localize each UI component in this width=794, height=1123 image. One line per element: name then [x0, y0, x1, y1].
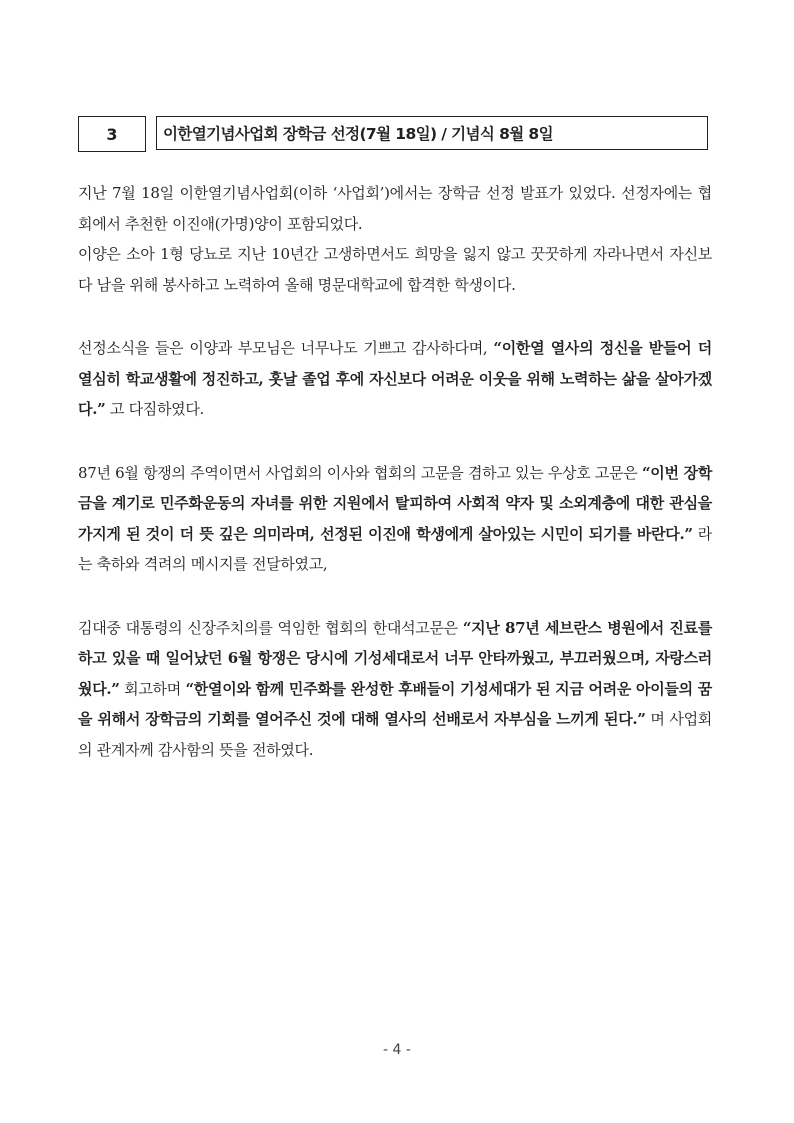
paragraph-3-tail: 고 다짐하였다.: [105, 400, 204, 418]
page-number: - 4 -: [383, 1042, 411, 1058]
paragraph-4-lead: 87년 6월 항쟁의 주역이면서 사업회의 이사와 협회의 고문을 겸하고 있는 우상호 고문은: [78, 463, 642, 482]
paragraph-5: [78, 613, 712, 766]
paragraph-1-text: 지난 7월 18일 이한열기념사업회(이하 ‘사업회’)에서는 장학금 선정 발표가 있었다. 선정자에는 협회에서 추천한 이진애(가명)양이 포함되었다.: [78, 184, 712, 233]
paragraph-5-middle: 회고하며: [119, 679, 186, 698]
paragraph-3-lead: 선정소식을 들은 이양과 부모님은 너무나도 기쁘고 감사하다며,: [78, 339, 494, 357]
paragraph-3: [78, 333, 712, 425]
paragraph-5-quote: “지난 87년 세브란스 병원에서 진료를 하고 있을 때 일어났던 6월 항쟁은 당시에 기성세대로서 너무 안타까웠고, 부끄러웠으며, 자랑스러웠다.”: [78, 618, 713, 698]
article-body: [78, 178, 712, 798]
paragraph-4: [78, 458, 712, 580]
section-title: 이한열기념사업회 장학금 선정(7월 18일) / 기념식 8월 8일: [156, 116, 708, 150]
paragraph-2: [78, 239, 712, 300]
paragraph-2-text: 이양은 소아 1형 당뇨로 지난 10년간 고생하면서도 희망을 잃지 않고 꿋꿋하게 자라나면서 자신보다 남을 위해 봉사하고 노력하여 올해 명문대학교에 합격한 학생이다.: [78, 245, 712, 294]
paragraph-4-tail: 라는 축하와 격려의 메시지를 전달하였고,: [78, 524, 712, 573]
paragraph-5-tail: 며 사업회의 관계자께 감사함의 뜻을 전하였다.: [78, 710, 712, 759]
paragraph-4-quote: “이번 장학금을 계기로 민주화운동의 자녀를 위한 지원에서 탈피하여 사회적 약자 및 소외계층에 대한 관심을 가지게 된 것이 더 뜻 깊은 의미라며, 선정된 이진애 학생에게 살아있는 시민이 되기를 바란다.”: [78, 463, 713, 543]
paragraph-5-quote-2: “한열이와 함께 민주화를 완성한 후배들이 기성세대가 된 지금 어려운 아이들의 꿈을 위해서 장학금의 기회를 열어주신 것에 대해 열사의 선배로서 자부심을 느끼게 된다.”: [78, 679, 712, 728]
section-number: 3: [78, 116, 146, 152]
paragraph-3-quote: “이한열 열사의 정신을 받들어 더 열심히 학교생활에 정진하고, 훗날 졸업 후에 자신보다 어려운 이웃을 위해 노력하는 삶을 살아가겠다.”: [78, 339, 712, 418]
paragraph-1: [78, 178, 712, 239]
paragraph-5-lead: 김대중 대통령의 신장주치의를 역임한 협회의 한대석고문은: [78, 618, 463, 637]
